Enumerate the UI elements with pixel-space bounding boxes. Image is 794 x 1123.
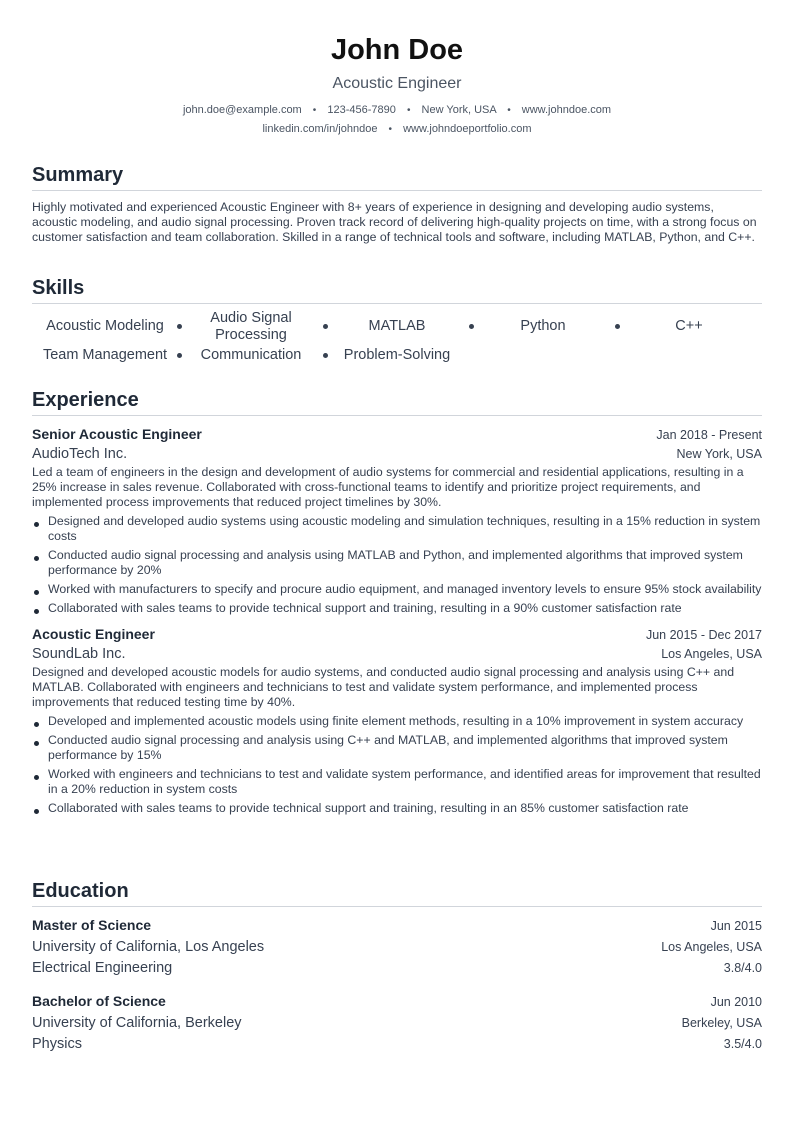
- contact-row: [0, 101, 794, 120]
- education-entry: [32, 915, 762, 979]
- list-item: Worked with engineers and technicians to test and validate system performance, and identified areas for improvement that resulted in a 20% reduction in system costs: [32, 767, 762, 797]
- separator-dot: •: [406, 105, 411, 116]
- job-entry: [32, 624, 762, 816]
- portfolio-link[interactable]: www.johndoeportfolio.com: [403, 123, 532, 135]
- email-link[interactable]: john.doe@example.com: [182, 104, 302, 116]
- education-section: [32, 879, 762, 1055]
- gpa: 3.8/4.0: [723, 961, 762, 975]
- section-heading: Skills: [32, 276, 762, 304]
- location-text: New York, USA: [421, 104, 497, 116]
- job-location: New York, USA: [676, 447, 762, 461]
- skill-item: Problem-Solving: [343, 347, 451, 363]
- field-of-study: Physics: [32, 1036, 82, 1052]
- graduation-date: Jun 2010: [710, 995, 762, 1009]
- degree-title: Bachelor of Science: [32, 993, 166, 1009]
- contact-row: [0, 120, 794, 139]
- school-location: Los Angeles, USA: [661, 940, 762, 954]
- skills-grid: [32, 309, 762, 370]
- skill-item: Audio Signal Processing: [178, 312, 324, 341]
- job-dates: Jan 2018 - Present: [656, 428, 762, 442]
- skill-item: Acoustic Modeling: [32, 312, 178, 341]
- section-heading: Summary: [32, 163, 762, 191]
- job-description: Designed and developed acoustic models for audio systems, and conducted audio signal processing and analysis using C++ and MATLAB. Collaborated with engineers and technicians to test and validate system performance, and implemented process improvements that reduced testing time by 40%.: [32, 665, 735, 709]
- skill-item: Team Management: [32, 341, 178, 370]
- skill-item: MATLAB: [324, 312, 470, 341]
- candidate-name: John Doe: [330, 34, 464, 66]
- job-title: Acoustic Engineer: [332, 75, 462, 92]
- list-item: Collaborated with sales teams to provide technical support and training, resulting in an 85% customer satisfaction rate: [32, 801, 762, 816]
- linkedin-link[interactable]: linkedin.com/in/johndoe: [262, 123, 378, 135]
- gpa: 3.5/4.0: [723, 1037, 762, 1051]
- field-of-study: Electrical Engineering: [32, 960, 173, 976]
- list-item: Developed and implemented acoustic models using finite element methods, resulting in a 10% improvement in system accuracy: [32, 714, 762, 729]
- summary-text: Highly motivated and experienced Acoustic Engineer with 8+ years of experience in designing and developing audio systems, acoustic modeling, and audio signal processing. Proven track record of delivering high-quality projects on time, with a strong focus on customer satisfaction and team collaboration. Skilled in a range of technical tools and software, including MATLAB, Python, and C++.: [32, 200, 757, 244]
- job-role: Acoustic Engineer: [32, 626, 155, 642]
- separator-dot: •: [388, 124, 393, 135]
- education-entry: [32, 991, 762, 1055]
- job-description: Led a team of engineers in the design and development of audio systems for commercial and residential applications, resulting in a 25% increase in sales revenue. Collaborated with cross-functional teams to identify and prioritize project requirements, and implemented process improvements that reduced project timelines by 30%.: [32, 465, 744, 509]
- separator-dot: •: [312, 105, 317, 116]
- phone-number: 123-456-7890: [327, 104, 396, 116]
- list-item: Worked with manufacturers to specify and procure audio equipment, and managed inventory levels to ensure 95% stock availability: [32, 582, 762, 597]
- graduation-date: Jun 2015: [710, 919, 762, 933]
- job-bullets: [32, 514, 762, 616]
- job-dates: Jun 2015 - Dec 2017: [645, 628, 762, 642]
- skill-item: Communication: [178, 341, 324, 370]
- job-entry: [32, 424, 762, 616]
- experience-section: [32, 388, 762, 820]
- job-role: Senior Acoustic Engineer: [32, 426, 202, 442]
- section-heading: Experience: [32, 388, 762, 416]
- list-item: Designed and developed audio systems using acoustic modeling and simulation techniques, resulting in a 15% reduction in system costs: [32, 514, 762, 544]
- skill-item: Python: [470, 312, 616, 341]
- skills-section: [32, 276, 762, 370]
- job-bullets: [32, 714, 762, 816]
- job-location: Los Angeles, USA: [661, 647, 762, 661]
- website-link[interactable]: www.johndoe.com: [521, 104, 612, 116]
- list-item: Conducted audio signal processing and analysis using C++ and MATLAB, and implemented algorithms that improved system performance by 15%: [32, 733, 762, 763]
- skill-item: C++: [675, 318, 703, 334]
- school-location: Berkeley, USA: [681, 1016, 762, 1030]
- separator-dot: •: [507, 105, 511, 116]
- list-item: Collaborated with sales teams to provide technical support and training, resulting in a 90% customer satisfaction rate: [32, 601, 762, 616]
- school-name: University of California, Los Angeles: [32, 939, 265, 955]
- resume-header: [0, 0, 794, 139]
- school-name: University of California, Berkeley: [32, 1015, 242, 1031]
- summary-section: [32, 163, 762, 245]
- degree-title: Master of Science: [32, 917, 152, 933]
- section-heading: Education: [32, 879, 762, 907]
- job-company: AudioTech Inc.: [32, 446, 128, 462]
- job-company: SoundLab Inc.: [32, 646, 126, 662]
- list-item: Conducted audio signal processing and analysis using MATLAB and Python, and implemented algorithms that improved system performance by 20%: [32, 548, 762, 578]
